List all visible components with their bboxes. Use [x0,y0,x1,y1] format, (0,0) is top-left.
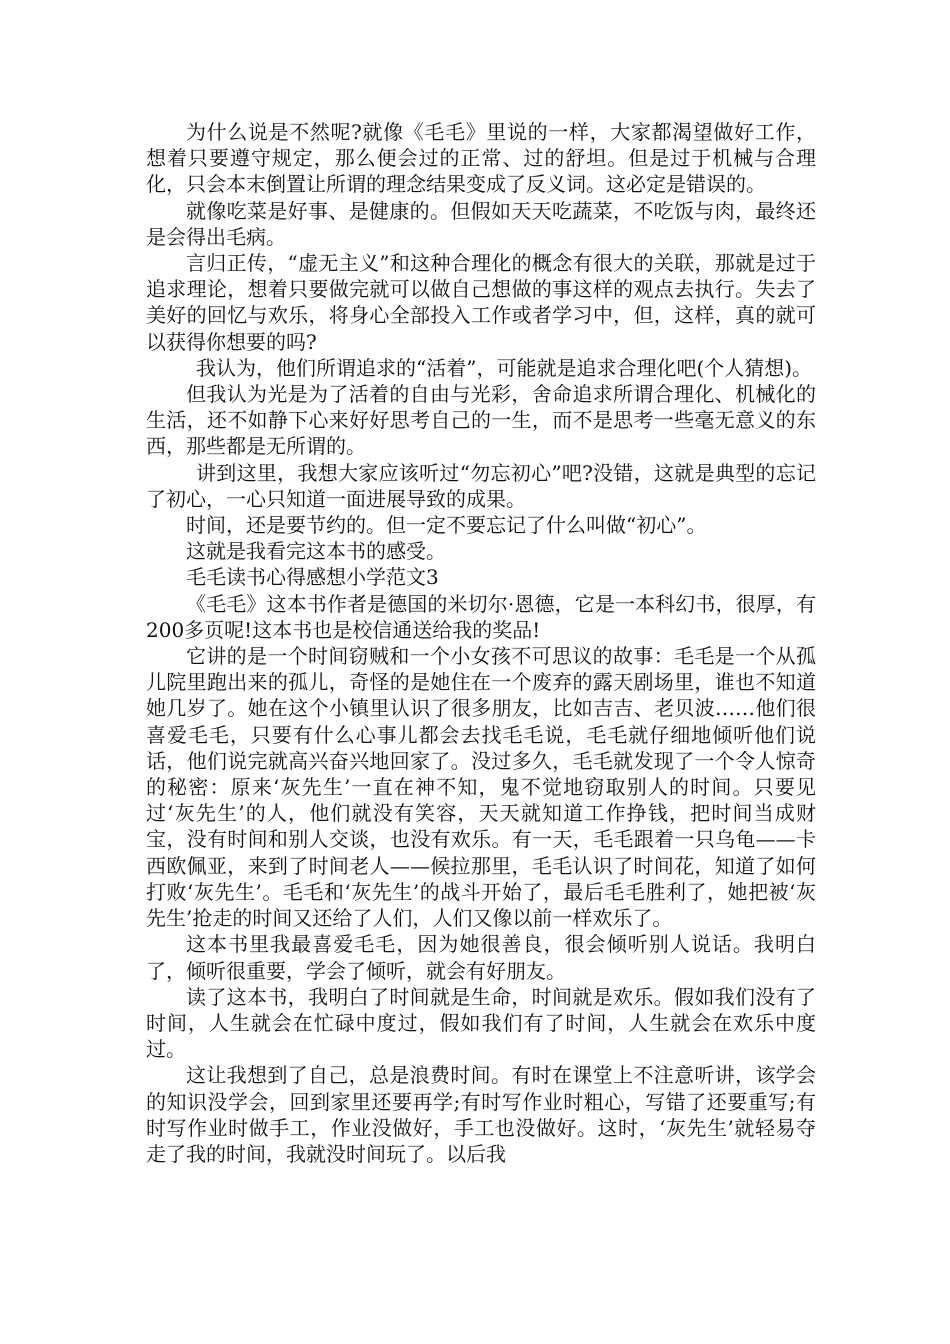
paragraph: 为什么说是不然呢?就像《毛毛》里说的一样，大家都渴望做好工作，想着只要遵守规定，那么便会过的正常、过的舒坦。但是过于机械与合理化，只会本末倒置让所谓的理念结果变成了反义词。这必定是错误的。 [146,120,816,197]
paragraph: 这就是我看完这本书的感受。 [186,539,446,564]
paragraph: 读了这本书，我明白了时间就是生命，时间就是欢乐。假如我们没有了时间，人生就会在忙碌中度过，假如我们有了时间，人生就会在欢乐中度过。 [146,984,816,1062]
paragraph: 它讲的是一个时间窃贼和一个小女孩不可思议的故事：毛毛是一个从孤儿院里跑出来的孤儿，奇怪的是她住在一个废弃的露天剧场里，谁也不知道她几岁了。她在这个小镇里认识了很多朋友，比如吉吉、老贝波……他们很喜爱毛毛，只要有什么心事儿都会去找毛毛说，毛毛就仔细地倾听他们说话，他们说完就高兴奋兴地回家了。没过多久，毛毛就发现了一个令人惊奇的秘密：原来‘灰先生’一直在神不知，鬼不觉地窃取别人的时间。只要见过‘灰先生’的人，他们就没有笑容，天天就知道工作挣钱，把时间当成财宝，没有时间和别人交谈，也没有欢乐。有一天，毛毛跟着一只乌龟——卡西欧佩亚，来到了时间老人——候拉那里，毛毛认识了时间花，知道了如何打败‘灰先生’。毛毛和‘灰先生’的战斗开始了，最后毛毛胜利了，她把被‘灰先生’抢走的时间又还给了人们，人们又像以前一样欢乐了。 [146,644,816,931]
paragraph: 这本书里我最喜爱毛毛，因为她很善良，很会倾听别人说话。我明白了，倾听很重要，学会了倾听，就会有好朋友。 [146,932,816,983]
paragraph: 言归正传，“虚无主义”和这种合理化的概念有很大的关联，那就是过于追求理论，想着只要做完就可以做自己想做的事这样的观点去执行。失去了美好的回忆与欢乐，将身心全部投入工作或者学习中，但，这样，真的就可以获得你想要的吗? [146,251,816,354]
paragraph: 讲到这里，我想大家应该听过“勿忘初心”吧?没错，这就是典型的忘记了初心，一心只知道一面进展导致的成果。 [146,460,816,511]
paragraph: 我认为，他们所谓追求的“活着”，可能就是追求合理化吧(个人猜想)。 [196,355,813,380]
paragraph: 时间，还是要节约的。但一定不要忘记了什么叫做“初心”。 [186,513,707,538]
paragraph: 这让我想到了自己，总是浪费时间。有时在课堂上不注意听讲，该学会的知识没学会，回到家里还要再学;有时写作业时粗心，写错了还要重写;有时写作业时做手工，作业没做好，手工也没做好。这时，‘灰先生’就轻易夺走了我的时间，我就没时间玩了。以后我 [146,1063,816,1166]
section-heading: 毛毛读书心得感想小学范文3 [186,565,439,590]
paragraph: 就像吃菜是好事、是健康的。但假如天天吃蔬菜，不吃饭与肉，最终还是会得出毛病。 [146,198,816,249]
paragraph: 但我认为光是为了活着的自由与光彩，舍命追求所谓合理化、机械化的生活，还不如静下心来好好思考自己的一生，而不是思考一些毫无意义的东西，那些都是无所谓的。 [146,382,816,459]
paragraph: 《毛毛》这本书作者是德国的米切尔·恩德，它是一本科幻书，很厚，有200多页呢!这本书也是校信通送给我的奖品! [146,591,816,642]
document-page [146,119,816,1167]
